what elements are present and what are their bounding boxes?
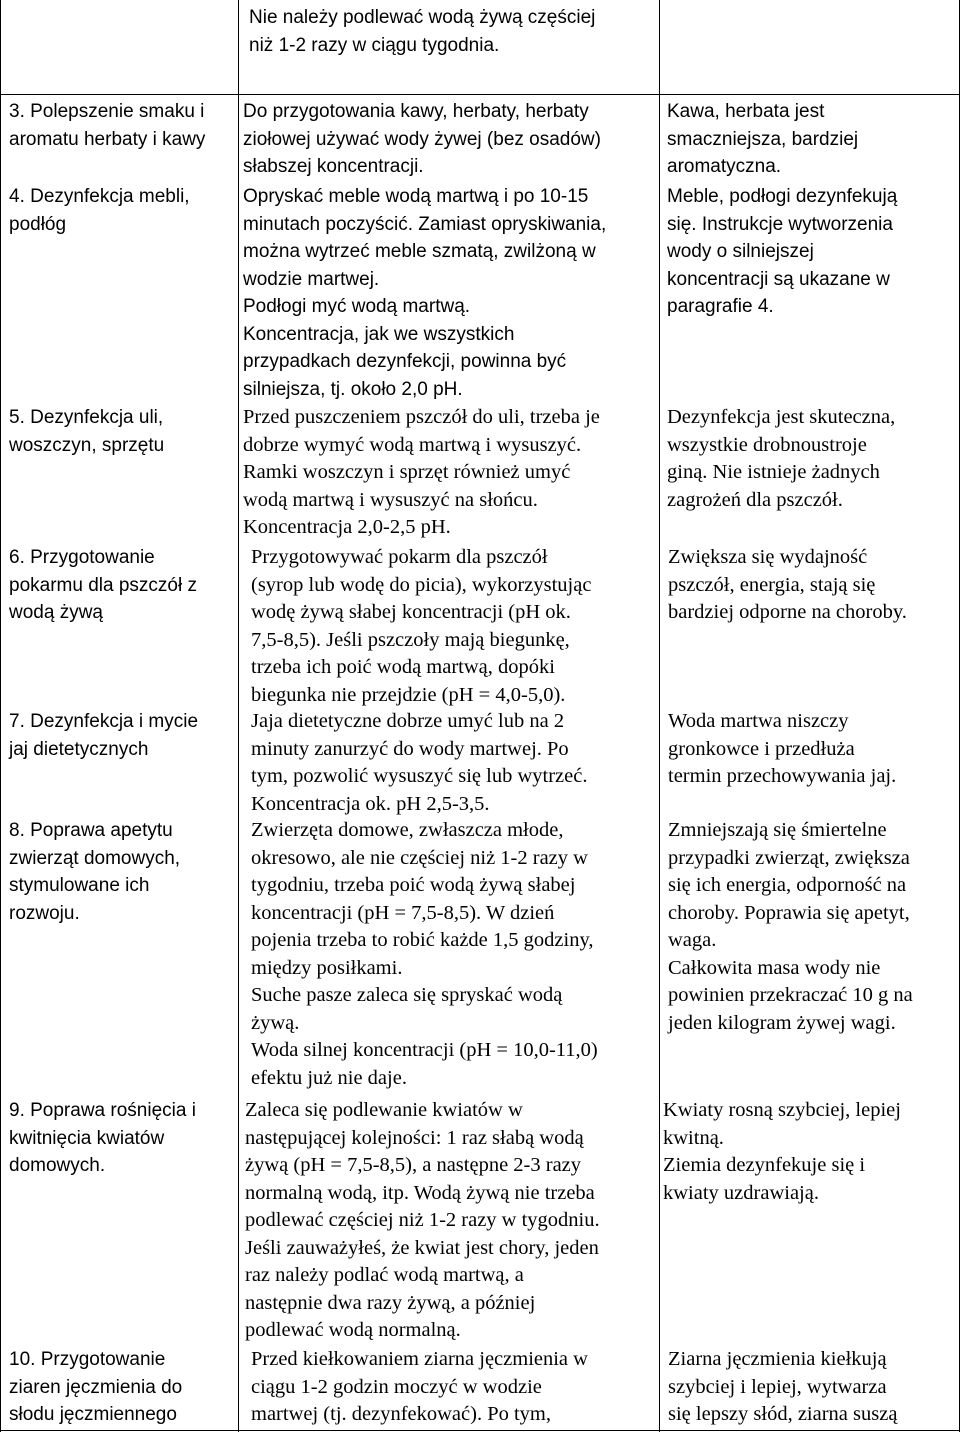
cell-text-line: biegunka nie przejdzie (pH = 4,0-5,0). [251, 683, 566, 706]
cell-text-line: pszczół, energia, stają się [668, 573, 876, 596]
cell-text-line: kwiaty uzdrawiają. [663, 1181, 819, 1204]
cell-text-line: się lepszy słód, ziarna suszą [668, 1403, 898, 1425]
cell-text-line: giną. Nie istnieje żadnych [667, 461, 880, 483]
cell-text-line: Koncentracja, jak we wszystkich [243, 323, 515, 345]
cell-text-line: ciągu 1-2 godzin moczyć w wodzie [251, 1375, 542, 1398]
cell-text-line: można wytrzeć meble szmatą, zwilżoną w [243, 241, 596, 262]
cell-text-line: okresowo, ale nie częściej niż 1-2 razy w [251, 846, 588, 869]
cell-text-line: 6. Przygotowanie [9, 547, 155, 568]
cell-text-line: Nie należy podlewać wodą żywą częściej [249, 7, 596, 28]
cell-text-line: Podłogi myć wodą martwą. [243, 296, 471, 317]
cell-text-line: ziołowej używać wody żywej (bez osadów) [243, 128, 601, 150]
cell-text-line: zagrożeń dla pszczół. [667, 488, 843, 511]
column-rule [0, 0, 1, 1432]
cell-text-line: tym, pozwolić wysuszyć się lub wytrzeć. [251, 765, 588, 787]
cell-text-line: się ich energia, odporność na [668, 874, 907, 896]
cell-text-line: następującej kolejności: 1 raz słabą wodą [245, 1126, 584, 1149]
cell-text-line: przypadki zwierząt, zwiększa [668, 846, 910, 869]
cell-text-line: Woda silnej koncentracji (pH = 10,0-11,0) [251, 1039, 598, 1061]
cell-text-line: jaj dietetycznych [9, 738, 149, 760]
cell-text-line: ziaren jęczmienia do [9, 1376, 183, 1398]
cell-text-line: (syrop lub wodę do picia), wykorzystując [251, 573, 592, 596]
cell-text-line: choroby. Poprawia się apetyt, [668, 901, 910, 924]
cell-text-line: Całkowita masa wody nie [668, 956, 881, 979]
cell-text-line: podłóg [9, 213, 67, 235]
column-rule [659, 0, 660, 1432]
cell-text-line: zwierząt domowych, [9, 847, 181, 869]
cell-text-line: martwej (tj. dezynfekować). Po tym, [251, 1403, 552, 1425]
cell-text-line: kwitnięcia kwiatów [9, 1127, 165, 1149]
cell-text-line: stymulowane ich [9, 875, 150, 896]
cell-text-line: wszystkie drobnoustroje [667, 433, 867, 456]
cell-text-line: Koncentracja ok. pH 2,5-3,5. [251, 792, 490, 815]
cell-text-line: 7,5-8,5). Jeśli pszczoły mają biegunkę, [251, 628, 570, 651]
cell-text-line: Ziarna jęczmienia kiełkują [668, 1348, 887, 1370]
cell-text-line: podlewać częściej niż 1-2 razy w tygodniu. [245, 1209, 600, 1231]
cell-text-line: dobrze wymyć wodą martwą i wysuszyć. [243, 433, 582, 456]
cell-text-line: żywą (pH = 7,5-8,5), a następne 2-3 razy [245, 1154, 582, 1176]
cell-text-line: Do przygotowania kawy, herbaty, herbaty [243, 101, 589, 122]
cell-text-line: Ziemia dezynfekuje się i [663, 1154, 866, 1176]
cell-text-line: pojenia trzeba to robić każde 1,5 godziny, [251, 929, 594, 951]
cell-text-line: Przygotowywać pokarm dla pszczół [251, 546, 548, 568]
cell-text-line: gronkowce i przedłuża [668, 737, 855, 760]
cell-text-line: termin przechowywania jaj. [668, 765, 897, 787]
cell-text-line: podlewać wodą normalną. [245, 1319, 461, 1341]
cell-text-line: słodu jęczmiennego [9, 1404, 177, 1425]
cell-text-line: 4. Dezynfekcja mebli, [9, 186, 190, 207]
cell-text-line: pokarmu dla pszczół z [9, 574, 197, 596]
cell-text-line: Kwiaty rosną szybciej, lepiej [663, 1099, 901, 1121]
cell-text-line: niż 1-2 razy w ciągu tygodnia. [249, 34, 500, 56]
cell-text-line: 5. Dezynfekcja uli, [9, 407, 164, 428]
cell-text-line: Dezynfekcja jest skuteczna, [667, 406, 896, 428]
cell-text-line: 3. Polepszenie smaku i [9, 101, 205, 122]
cell-text-line: Zmniejszają się śmiertelne [668, 819, 887, 841]
cell-text-line: przypadkach dezynfekcji, powinna być [243, 351, 567, 372]
cell-text-line: 10. Przygotowanie [9, 1349, 166, 1370]
cell-text-line: Meble, podłogi dezynfekują [667, 186, 898, 207]
cell-text-line: Zaleca się podlewanie kwiatów w [245, 1099, 523, 1121]
cell-text-line: wodę żywą słabej koncentracji (pH ok. [251, 601, 571, 623]
cell-text-line: szybciej i lepiej, wytwarza [668, 1375, 887, 1398]
cell-text-line: się. Instrukcje wytworzenia [667, 213, 893, 235]
column-rule [238, 0, 239, 1432]
cell-text-line: wody o silniejszej [667, 241, 814, 262]
cell-text-line: woszczyn, sprzętu [9, 434, 165, 456]
cell-text-line: Ramki woszczyn i sprzęt również umyć [243, 461, 571, 483]
cell-text-line: Przed kiełkowaniem ziarna jęczmienia w [251, 1348, 588, 1370]
cell-text-line: 8. Poprawa apetytu [9, 820, 173, 841]
cell-text-line: Koncentracja 2,0-2,5 pH. [243, 516, 451, 538]
cell-text-line: trzeba ich poić wodą martwą, dopóki [251, 656, 555, 678]
cell-text-line: tygodniu, trzeba poić wodą żywą słabej [251, 874, 576, 896]
cell-text-line: wodą martwą i wysuszyć na słońcu. [243, 488, 538, 511]
cell-text-line: Woda martwa niszczy [668, 710, 849, 732]
cell-text-line: słabszej koncentracji. [243, 156, 424, 177]
cell-text-line: efektu już nie daje. [251, 1066, 407, 1089]
cell-text-line: smaczniejsza, bardziej [667, 128, 859, 150]
cell-text-line: wodzie martwej. [243, 268, 380, 290]
cell-text-line: paragrafie 4. [667, 296, 774, 317]
cell-text-line: domowych. [9, 1155, 106, 1176]
cell-text-line: powinien przekraczać 10 g na [668, 984, 913, 1006]
cell-text-line: 9. Poprawa rośnięcia i [9, 1100, 196, 1121]
cell-text-line: raz należy podlać wodą martwą, a [245, 1264, 524, 1286]
row-rule [0, 94, 960, 95]
cell-text-line: silniejsza, tj. około 2,0 pH. [243, 378, 463, 400]
cell-text-line: następnie dwa razy żywą, a później [245, 1291, 536, 1314]
cell-text-line: wodą żywą [9, 602, 103, 623]
cell-text-line: Zwiększa się wydajność [668, 546, 868, 568]
cell-text-line: Jaja dietetyczne dobrze umyć lub na 2 [251, 710, 565, 732]
row-rule [0, 1430, 960, 1431]
cell-text-line: Zwierzęta domowe, zwłaszcza młode, [251, 819, 564, 841]
cell-text-line: 7. Dezynfekcja i mycie [9, 711, 199, 732]
cell-text-line: kwitną. [663, 1126, 724, 1149]
cell-text-line: minuty zanurzyć do wody martwej. Po [251, 737, 569, 760]
cell-text-line: waga. [668, 929, 717, 951]
cell-text-line: żywą. [251, 1011, 300, 1034]
cell-text-line: Kawa, herbata jest [667, 101, 825, 122]
cell-text-line: Suche pasze zaleca się spryskać wodą [251, 984, 563, 1006]
cell-text-line: koncentracji są ukazane w [667, 268, 890, 290]
cell-text-line: aromatu herbaty i kawy [9, 128, 206, 150]
cell-text-line: Opryskać meble wodą martwą i po 10-15 [243, 186, 589, 207]
cell-text-line: aromatyczna. [667, 156, 782, 177]
cell-text-line: minutach poczyścić. Zamiast opryskiwania, [243, 213, 607, 235]
cell-text-line: koncentracji (pH = 7,5-8,5). W dzień [251, 901, 555, 924]
cell-text-line: jeden kilogram żywej wagi. [668, 1011, 896, 1034]
cell-text-line: rozwoju. [9, 902, 80, 924]
cell-text-line: Jeśli zauważyłeś, że kwiat jest chory, jeden [245, 1236, 599, 1259]
cell-text-line: normalną wodą, itp. Wodą żywą nie trzeba [245, 1181, 595, 1204]
cell-text-line: bardziej odporne na choroby. [668, 601, 907, 623]
cell-text-line: między posiłkami. [251, 956, 403, 979]
cell-text-line: Przed puszczeniem pszczół do uli, trzeba je [243, 406, 600, 428]
